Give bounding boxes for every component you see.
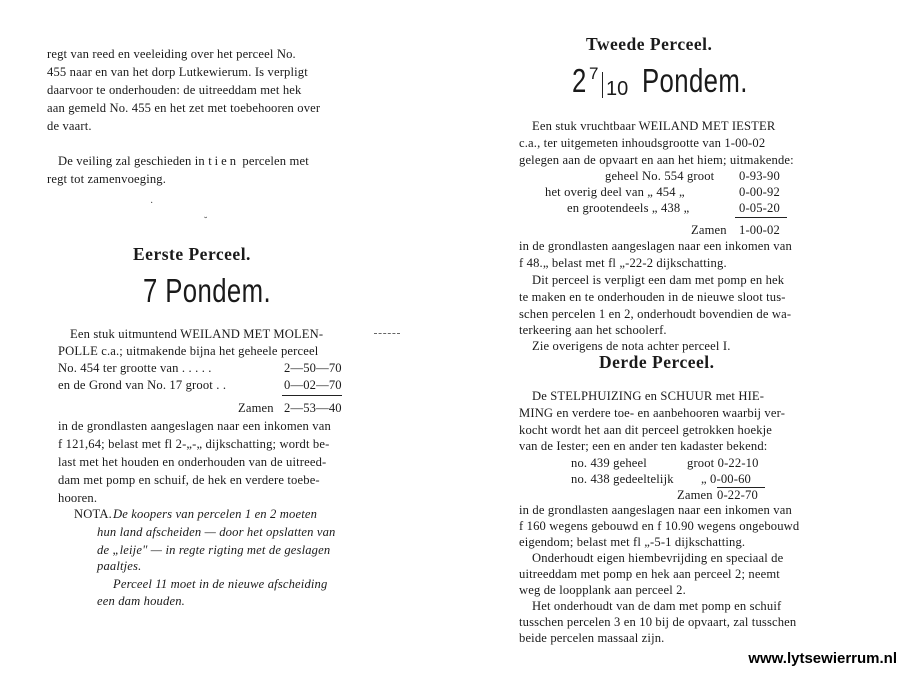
derde-body-8: tusschen percelen 3 en 10 bij de opvaart, zal tusschen — [519, 615, 797, 629]
eerste-perceel-heading: Eerste Perceel. — [133, 244, 251, 264]
nota-label: NOTA. — [74, 507, 112, 521]
eerste-body-1: in de grondlasten aangeslagen naar een inkomen van — [58, 419, 331, 433]
intro-line-3: daarvoor te onderhouden: de uitreeddam met hek — [47, 83, 302, 97]
eerste-row-2-value: 0—02—70 — [284, 378, 342, 392]
derde-perceel-heading: Derde Perceel. — [599, 352, 715, 372]
tweede-row-3-label: en grootendeels „ 438 „ — [567, 201, 690, 215]
tweede-pondem-sup: 7 — [589, 64, 599, 83]
tweede-row-2-value: 0-00-92 — [739, 185, 780, 199]
tweede-row-1-value: 0-93-90 — [739, 169, 780, 183]
derde-body-5: uitreeddam met pomp en hek aan perceel 2; neemt — [519, 567, 780, 581]
scan-speck: · — [150, 198, 154, 209]
derde-line-3: kocht wordt het aan dit perceel getrokken hoekje — [519, 423, 773, 437]
nota-line-1: De koopers van percelen 1 en 2 moeten — [113, 507, 318, 521]
scan-speck: ˘ — [204, 216, 208, 227]
tweede-perceel-heading: Tweede Perceel. — [586, 34, 713, 54]
eerste-line-2: POLLE c.a.; uitmakende bijna het geheele perceel — [58, 344, 319, 358]
nota-line-4: paaltjes. — [97, 559, 142, 573]
derde-line-1: De STELPHUIZING en SCHUUR met HIE- — [532, 389, 765, 403]
tweede-body-2: f 48.„ belast met fl „-22-2 dijkschatting. — [519, 256, 727, 270]
tweede-pondem-word: Pondem. — [642, 62, 748, 99]
tweede-body-6: terkeering aan het schoolerf. — [519, 323, 667, 337]
tweede-line-3: gelegen aan de opvaart en aan het hiem; uitmakende: — [519, 153, 794, 167]
derde-row-2-value: „ 0-00-60 — [701, 472, 751, 486]
sum-rule — [282, 395, 342, 396]
nota-line-6: een dam houden. — [97, 594, 185, 608]
eerste-row-2-label: en de Grond van No. 17 groot . . — [58, 378, 227, 392]
tweede-pondem-den: 10 — [606, 78, 629, 100]
nota-line-3: de „leije" — in regte rigting met de geslagen — [97, 543, 331, 557]
website-watermark: www.lytsewierrum.nl — [748, 650, 897, 667]
derde-body-3: eigendom; belast met fl „-5-1 dijkschatting. — [519, 535, 746, 549]
derde-body-9: beide percelen massaal zijn. — [519, 631, 665, 645]
tweede-body-1: in de grondlasten aangeslagen naar een inkomen van — [519, 239, 792, 253]
eerste-body-2: f 121,64; belast met fl 2-„-„ dijkschatting; wordt be- — [58, 437, 330, 451]
veiling-line-1 — [58, 153, 309, 170]
intro-line-4: aan gemeld No. 455 en het zet met toebehooren over — [47, 101, 321, 115]
derde-line-4: van de Iester; een en ander ten kadaster bekend: — [519, 439, 768, 453]
intro-line-1: regt van reed en veeleiding over het perceel No. — [47, 47, 296, 61]
tweede-total-value: 1-00-02 — [739, 223, 780, 237]
tweede-pondem-num: 2 — [572, 62, 587, 99]
derde-total-label: Zamen — [677, 488, 713, 502]
derde-total-value: 0-22-70 — [717, 488, 758, 502]
tweede-line-1: Een stuk vruchtbaar WEILAND MET IESTER — [532, 119, 776, 133]
scan-mark-dash — [374, 333, 400, 334]
derde-row-2-label: no. 438 gedeeltelijk — [571, 472, 674, 486]
eerste-pondem: 7 Pondem. — [143, 272, 272, 309]
veiling-line-2: regt tot zamenvoeging. — [47, 172, 167, 186]
veiling-post: percelen met — [239, 154, 309, 168]
tweede-row-3-value: 0-05-20 — [739, 201, 780, 215]
eerste-body-5: hooren. — [58, 491, 98, 505]
eerste-line-1: Een stuk uitmuntend WEILAND MET MOLEN- — [70, 327, 324, 341]
derde-line-2: MING en verdere toe- en aanbehooren waarbij ver- — [519, 406, 786, 420]
nota-line-5: Perceel 11 moet in de nieuwe afscheiding — [113, 577, 328, 591]
tweede-row-2-label: het overig deel van „ 454 „ — [545, 185, 685, 199]
derde-body-4: Onderhoudt eigen hiembevrijding en speciaal de — [532, 551, 784, 565]
tweede-body-3: Dit perceel is verpligt een dam met pomp en hek — [532, 273, 785, 287]
veiling-pre: De veiling zal geschieden in — [58, 154, 209, 168]
tweede-body-4: te maken en te onderhouden in de nieuwe sloot tus- — [519, 290, 786, 304]
eerste-row-1-label: No. 454 ter grootte van . . . . . — [58, 361, 212, 375]
eerste-body-3: last met het houden en onderhouden van de uitreed- — [58, 455, 327, 469]
intro-line-5: de vaart. — [47, 119, 92, 133]
eerste-total-value: 2—53—40 — [284, 401, 342, 415]
sum-rule — [735, 217, 787, 218]
tweede-row-1-label: geheel No. 554 groot — [605, 169, 715, 183]
veiling-spaced-word: tien — [208, 154, 240, 168]
derde-body-1: in de grondlasten aangeslagen naar een inkomen van — [519, 503, 792, 517]
eerste-row-1-value: 2—50—70 — [284, 361, 342, 375]
intro-line-2: 455 naar en van het dorp Lutkewierum. Is verpligt — [47, 65, 308, 79]
derde-body-2: f 160 wegens gebouwd en f 10.90 wegens ongebouwd — [519, 519, 800, 533]
tweede-total-label: Zamen — [691, 223, 727, 237]
derde-row-1-label: no. 439 geheel — [571, 456, 647, 470]
eerste-body-4: dam met pomp en schuif, de hek en verdere toebe- — [58, 473, 320, 487]
fraction-bar — [602, 72, 603, 98]
tweede-body-5: schen percelen 1 en 2, onderhoudt bovendien de wa- — [519, 307, 792, 321]
tweede-line-2: c.a., ter uitgemeten inhoudsgrootte van 1-00-02 — [519, 136, 766, 150]
tweede-body-7: Zie overigens de nota achter perceel I. — [532, 339, 731, 353]
derde-body-6: weg de loopplank aan perceel 2. — [519, 583, 686, 597]
derde-row-1-value: groot 0-22-10 — [687, 456, 759, 470]
derde-body-7: Het onderhoudt van de dam met pomp en schuif — [532, 599, 782, 613]
eerste-total-label: Zamen — [238, 401, 274, 415]
nota-line-2: hun land afscheiden — door het opslatten van — [97, 525, 336, 539]
